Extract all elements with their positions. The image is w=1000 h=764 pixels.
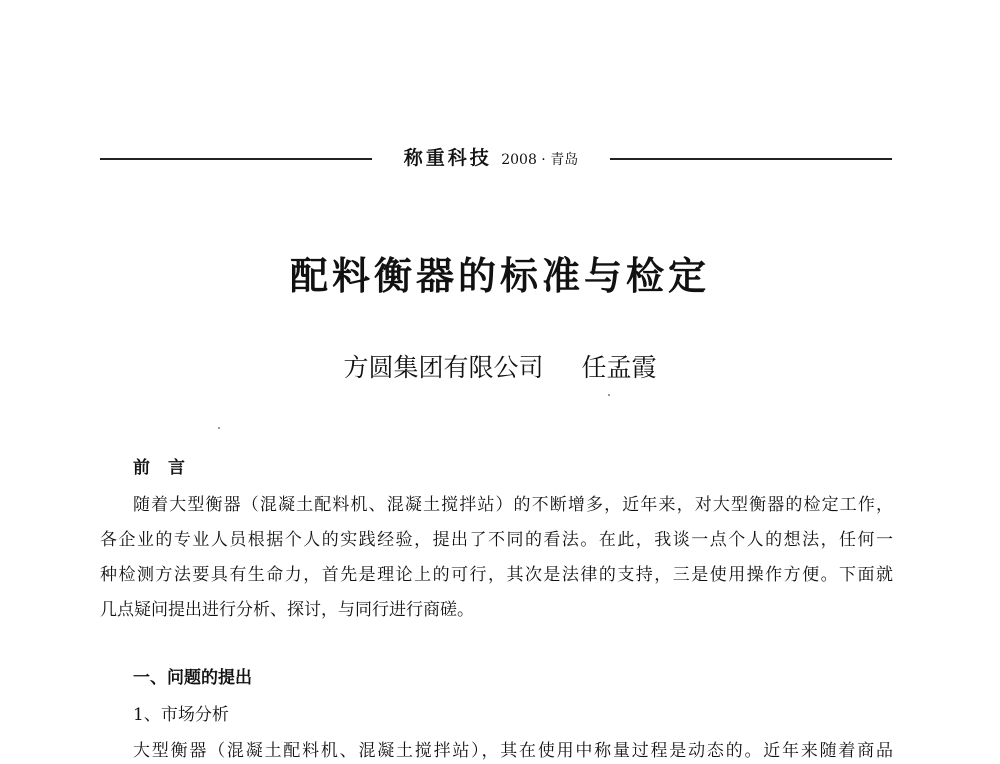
- preface-heading: 前言: [133, 458, 203, 478]
- scan-speck: [218, 427, 220, 429]
- preface-line-1: 随着大型衡器（混凝土配料机、混凝土搅拌站）的不断增多，近年来，对大型衡器的检定工作，: [133, 495, 893, 515]
- author-name: 任孟霞: [581, 353, 657, 382]
- preface-line-2: 各企业的专业人员根据个人的实践经验，提出了不同的看法。在此，我谈一点个人的想法，任何一: [100, 530, 893, 550]
- preface-line-4: 几点疑问提出进行分析、探讨，与同行进行商磋。: [100, 600, 474, 620]
- header-text: [380, 146, 602, 172]
- section-heading: 一、问题的提出: [133, 668, 252, 688]
- header-rule-right: [610, 158, 892, 160]
- preface-line-3: 种检测方法要具有生命力，首先是理论上的可行，其次是法律的支持，三是使用操作方便。下面就: [100, 565, 893, 585]
- section-line-1: 大型衡器（混凝土配料机、混凝土搅拌站），其在使用中称量过程是动态的。近年来随着商品: [133, 741, 893, 761]
- journal-name: 称重科技: [403, 147, 492, 169]
- subsection-heading: 1、市场分析: [133, 705, 229, 725]
- author-organization: 方圆集团有限公司: [343, 353, 544, 382]
- article-title: 配料衡器的标准与检定: [289, 253, 710, 298]
- journal-edition: 2008 · 青岛: [501, 152, 579, 168]
- header-rule-left: [100, 158, 372, 160]
- scan-speck: [608, 394, 610, 396]
- author-line: [0, 350, 1000, 386]
